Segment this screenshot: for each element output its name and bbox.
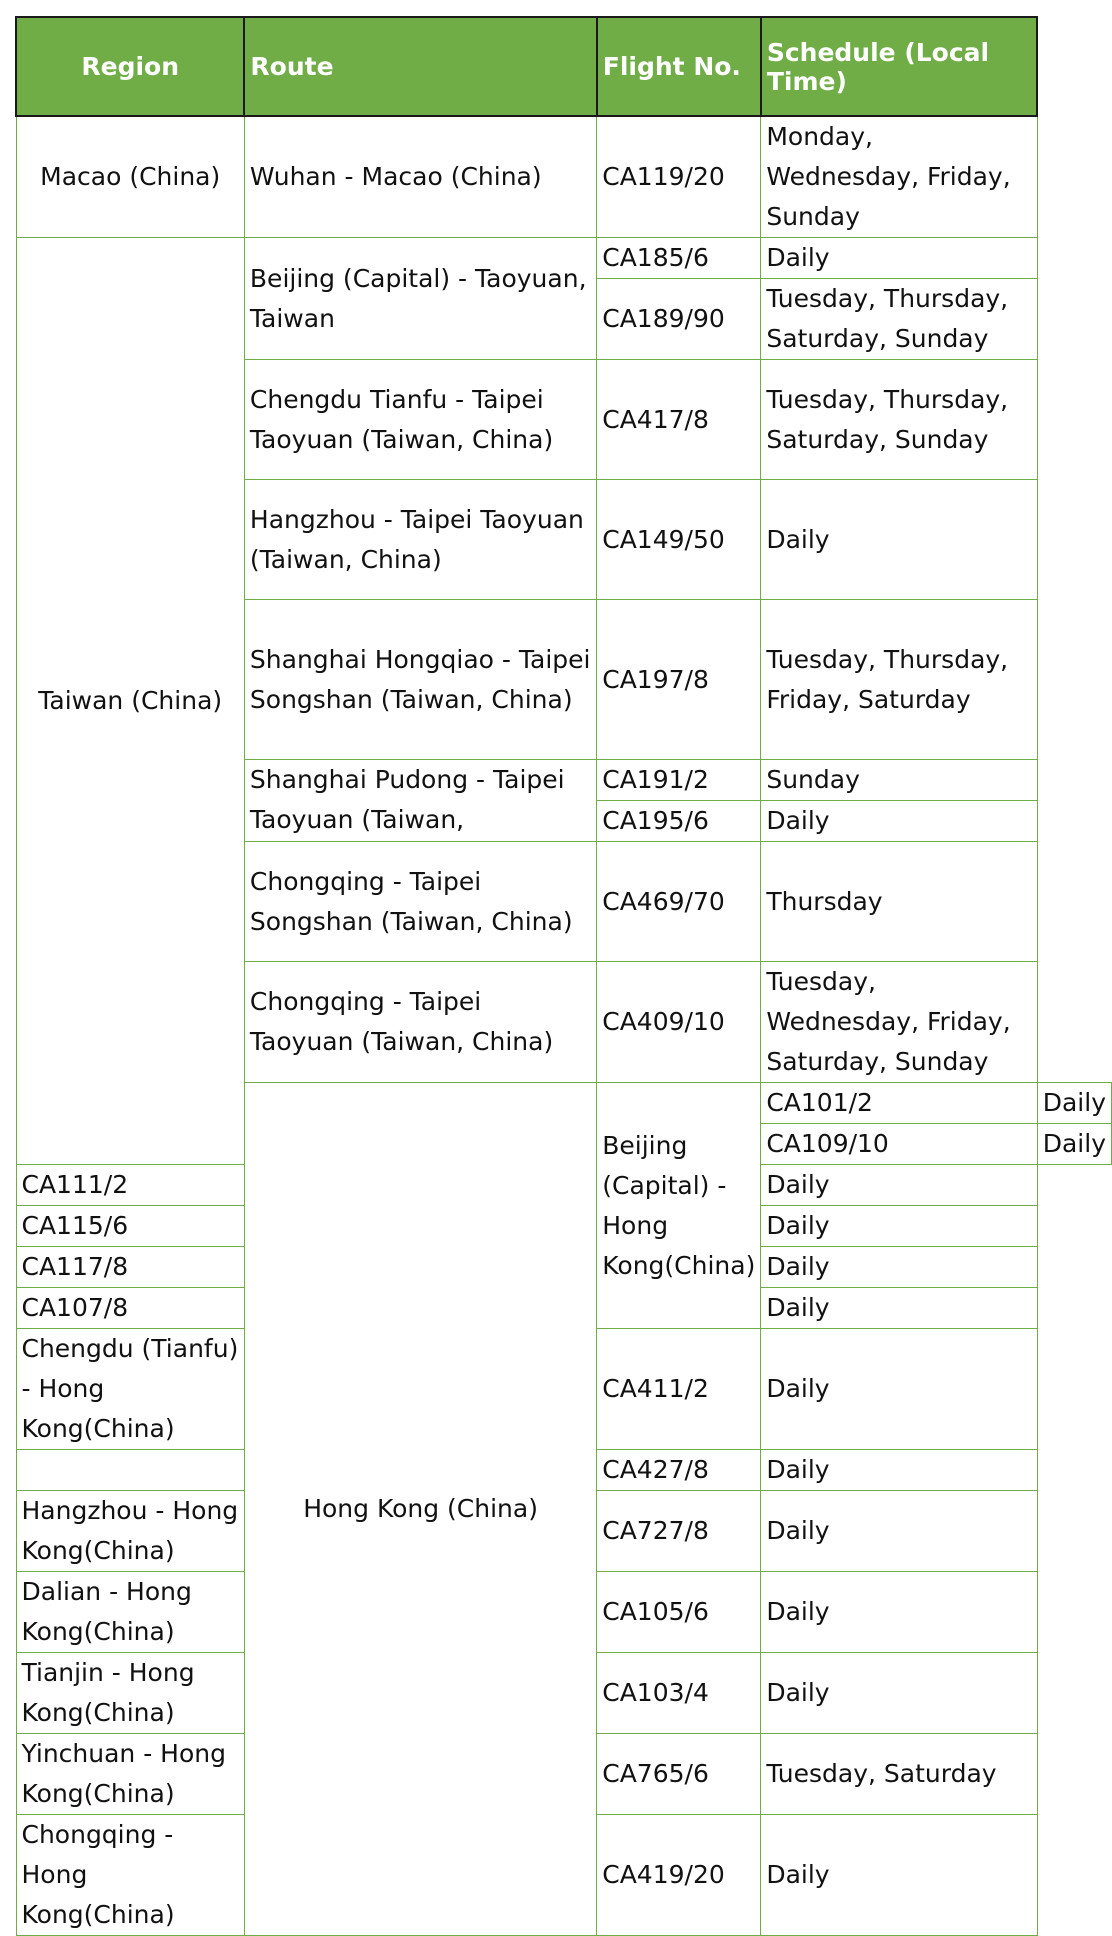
header-region: Region	[16, 17, 244, 116]
route-cell: Beijing (Capital) - Taoyuan, Taiwan	[244, 238, 596, 360]
route-cell: Chongqing - Taipei Taoyuan (Taiwan, China)	[244, 962, 596, 1083]
schedule-cell: Daily	[761, 1165, 1037, 1206]
flight-no-cell: CA109/10	[761, 1124, 1037, 1165]
route-cell: Chongqing - Hong Kong(China)	[16, 1815, 244, 1936]
header-flight-no: Flight No.	[597, 17, 761, 116]
route-cell: Tianjin - Hong Kong(China)	[16, 1653, 244, 1734]
schedule-cell: Tuesday, Thursday, Saturday, Sunday	[761, 360, 1037, 480]
flight-schedule-table	[15, 16, 1112, 1936]
schedule-cell: Daily	[761, 1491, 1037, 1572]
flight-no-cell: CA195/6	[597, 801, 761, 842]
flight-no-cell: CA419/20	[597, 1815, 761, 1936]
header-route: Route	[244, 17, 596, 116]
route-cell: Chengdu (Tianfu) - Hong Kong(China)	[16, 1329, 244, 1450]
table-row	[16, 238, 1112, 279]
flight-no-cell: CA411/2	[597, 1329, 761, 1450]
schedule-cell: Daily	[1037, 1083, 1111, 1124]
flight-no-cell: CA101/2	[761, 1083, 1037, 1124]
schedule-cell: Daily	[761, 480, 1037, 600]
route-cell: Chengdu Tianfu - Taipei Taoyuan (Taiwan, China)	[244, 360, 596, 480]
schedule-cell: Sunday	[761, 760, 1037, 801]
region-cell: Taiwan (China)	[16, 238, 244, 1165]
schedule-cell: Tuesday, Thursday, Saturday, Sunday	[761, 279, 1037, 360]
flight-no-cell: CA727/8	[597, 1491, 761, 1572]
flight-no-cell: CA117/8	[16, 1247, 244, 1288]
schedule-cell: Daily	[761, 1247, 1037, 1288]
schedule-cell: Daily	[761, 1450, 1037, 1491]
flight-no-cell: CA111/2	[16, 1165, 244, 1206]
schedule-cell: Daily	[761, 238, 1037, 279]
schedule-cell: Daily	[761, 1288, 1037, 1329]
schedule-cell: Daily	[761, 1815, 1037, 1936]
schedule-cell: Daily	[761, 1653, 1037, 1734]
flight-no-cell: CA105/6	[597, 1572, 761, 1653]
flight-no-cell: CA103/4	[597, 1653, 761, 1734]
route-cell: Shanghai Hongqiao - Taipei Songshan (Taiwan, China)	[244, 600, 596, 760]
flight-no-cell: CA417/8	[597, 360, 761, 480]
flight-no-cell: CA185/6	[597, 238, 761, 279]
route-cell: Hangzhou - Hong Kong(China)	[16, 1491, 244, 1572]
flight-no-cell: CA149/50	[597, 480, 761, 600]
schedule-cell: Tuesday, Wednesday, Friday, Saturday, Sunday	[761, 962, 1037, 1083]
table-row	[16, 116, 1112, 238]
route-cell: Beijing (Capital) - Hong Kong(China)	[597, 1083, 761, 1329]
route-cell: Yinchuan - Hong Kong(China)	[16, 1734, 244, 1815]
route-cell: Chongqing - Taipei Songshan (Taiwan, China)	[244, 842, 596, 962]
schedule-cell: Thursday	[761, 842, 1037, 962]
schedule-cell: Tuesday, Thursday, Friday, Saturday	[761, 600, 1037, 760]
flight-no-cell: CA469/70	[597, 842, 761, 962]
route-cell: Shanghai Pudong - Taipei Taoyuan (Taiwan,	[244, 760, 596, 842]
schedule-cell: Monday, Wednesday, Friday, Sunday	[761, 116, 1037, 238]
flight-no-cell: CA427/8	[597, 1450, 761, 1491]
route-cell-empty	[16, 1450, 244, 1491]
schedule-cell: Tuesday, Saturday	[761, 1734, 1037, 1815]
flight-no-cell: CA191/2	[597, 760, 761, 801]
schedule-cell: Daily	[761, 1329, 1037, 1450]
header-schedule: Schedule (Local Time)	[761, 17, 1037, 116]
route-cell: Dalian - Hong Kong(China)	[16, 1572, 244, 1653]
flight-no-cell: CA197/8	[597, 600, 761, 760]
flight-no-cell: CA409/10	[597, 962, 761, 1083]
route-cell: Hangzhou - Taipei Taoyuan (Taiwan, China)	[244, 480, 596, 600]
schedule-cell: Daily	[761, 1572, 1037, 1653]
schedule-cell: Daily	[761, 801, 1037, 842]
flight-no-cell: CA765/6	[597, 1734, 761, 1815]
region-cell: Hong Kong (China)	[244, 1083, 596, 1936]
route-cell: Wuhan - Macao (China)	[244, 116, 596, 238]
region-cell: Macao (China)	[16, 116, 244, 238]
flight-no-cell: CA115/6	[16, 1206, 244, 1247]
schedule-cell: Daily	[1037, 1124, 1111, 1165]
schedule-cell: Daily	[761, 1206, 1037, 1247]
flight-no-cell: CA107/8	[16, 1288, 244, 1329]
flight-no-cell: CA119/20	[597, 116, 761, 238]
header-row	[16, 17, 1112, 116]
flight-no-cell: CA189/90	[597, 279, 761, 360]
